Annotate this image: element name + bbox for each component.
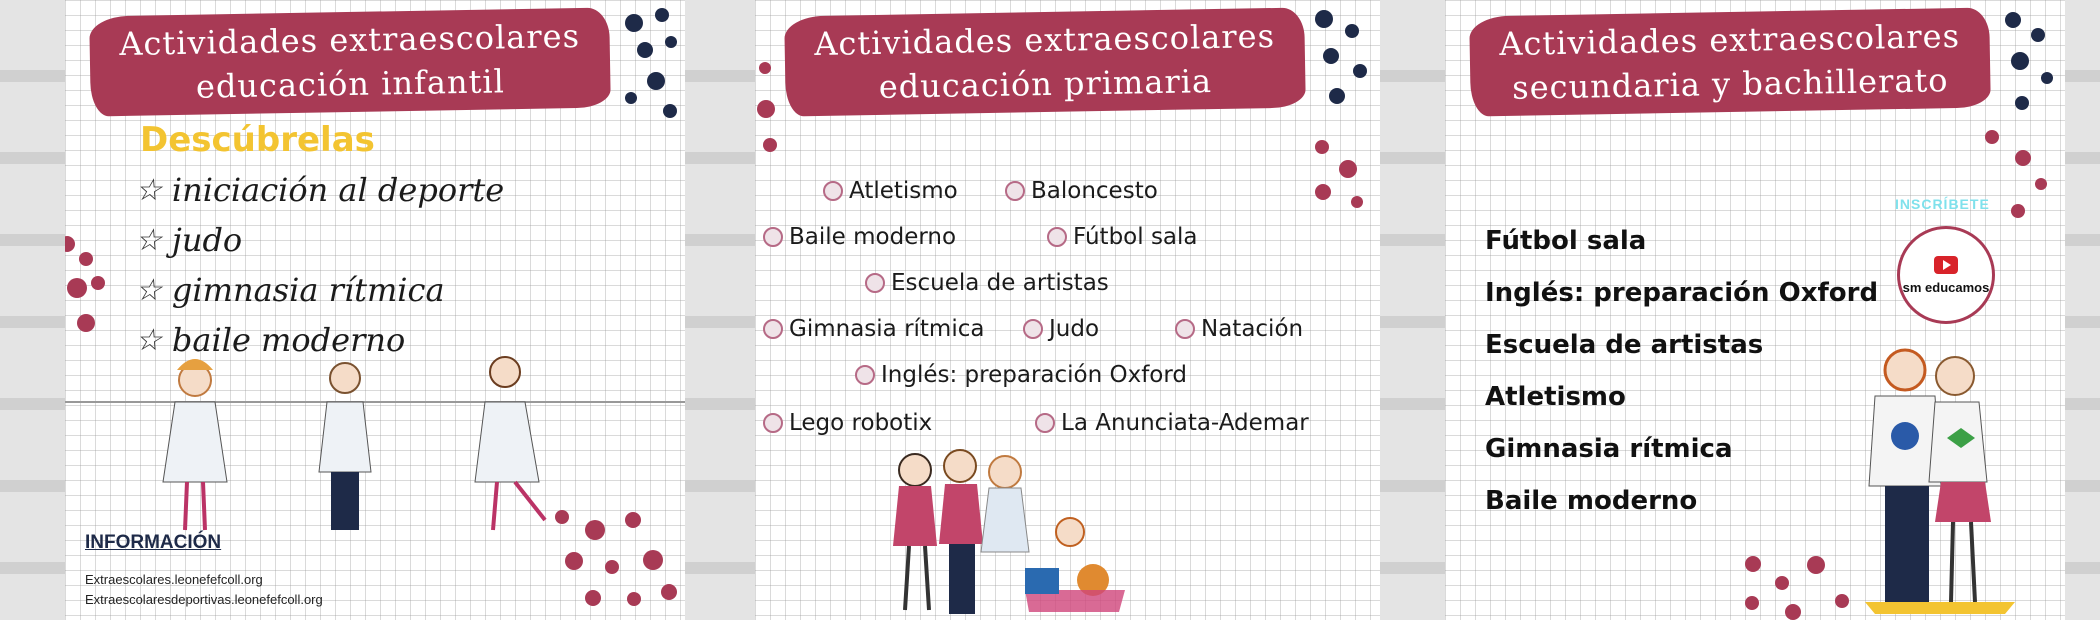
activity-label: Natación (1201, 316, 1304, 342)
info-link-extraescolares[interactable]: Extraescolares.leonefefcoll.org (85, 572, 263, 587)
decor-dot (79, 252, 93, 266)
radio-circle-icon (1047, 227, 1067, 247)
activity-label: judo (171, 221, 243, 259)
banner-title-line1: Actividades extraescolares (1498, 16, 1961, 64)
logo-text: sm educamos (1902, 279, 1990, 295)
list-item (135, 165, 504, 215)
activity-option[interactable] (1005, 178, 1158, 204)
decor-dot (1315, 10, 1333, 28)
decor-dot (625, 92, 637, 104)
activity-option[interactable] (855, 362, 1187, 388)
radio-circle-icon (763, 227, 783, 247)
activity-label: Atletismo (849, 178, 958, 204)
activity-label: iniciación al deporte (171, 171, 505, 209)
decor-dot (627, 592, 641, 606)
list-item: Escuela de artistas (1485, 330, 1764, 360)
activity-label: Baile moderno (789, 224, 957, 250)
list-item: Fútbol sala (1485, 226, 1647, 256)
panel-secundaria (1445, 0, 2065, 620)
decor-dot (2011, 52, 2029, 70)
list-item: Atletismo (1485, 382, 1626, 412)
banner-title-line1: Actividades extraescolares (118, 16, 581, 64)
banner-title-line2: educación primaria (878, 62, 1213, 106)
decor-dot (2015, 150, 2031, 166)
decor-dot (1785, 604, 1801, 620)
decor-dot (2035, 178, 2047, 190)
decor-dot (1315, 140, 1329, 154)
decor-dot (1775, 576, 1789, 590)
decor-dot (1339, 160, 1357, 178)
decor-dot (647, 72, 665, 90)
decor-dot (565, 552, 583, 570)
info-heading: INFORMACIÓN (85, 532, 222, 553)
list-item: Inglés: preparación Oxford (1485, 278, 1879, 308)
decor-dot (91, 276, 105, 290)
decor-dot (65, 236, 75, 252)
banner-secundaria (1469, 7, 1991, 116)
activity-option[interactable] (763, 410, 932, 436)
radio-circle-icon (1175, 319, 1195, 339)
decor-dot (2015, 96, 2029, 110)
banner-title-line1: Actividades extraescolares (813, 16, 1276, 64)
decor-dot (655, 8, 669, 22)
decor-dot (585, 590, 601, 606)
activity-label: Escuela de artistas (891, 270, 1109, 296)
radio-circle-icon (1023, 319, 1043, 339)
decor-dot (1323, 48, 1339, 64)
star-outline-icon: ☆ (135, 222, 162, 258)
banner-title-line2: educación infantil (195, 62, 506, 106)
play-icon (1934, 256, 1958, 274)
decor-dot (2011, 204, 2025, 218)
decor-dot (67, 278, 87, 298)
decor-dot (2041, 72, 2053, 84)
list-item: Gimnasia rítmica (1485, 434, 1733, 464)
activity-option[interactable] (1175, 316, 1303, 342)
decor-dot (1745, 556, 1761, 572)
banner-primaria (784, 7, 1306, 116)
decor-dot (1329, 88, 1345, 104)
banner-infantil (89, 7, 611, 116)
decor-dot (1745, 596, 1759, 610)
activity-option[interactable] (1035, 410, 1309, 436)
star-outline-icon: ☆ (135, 172, 162, 208)
activity-option[interactable] (763, 316, 984, 342)
decor-dot (1315, 184, 1331, 200)
radio-circle-icon (763, 413, 783, 433)
decor-dot (1345, 24, 1359, 38)
radio-circle-icon (865, 273, 885, 293)
decor-dot (77, 314, 95, 332)
banner-title-line2: secundaria y bachillerato (1511, 61, 1949, 107)
activity-label: Lego robotix (789, 410, 933, 436)
decor-dot (643, 550, 663, 570)
decor-dot (663, 104, 677, 118)
decor-dot (1985, 130, 1999, 144)
activity-list-secundaria (1485, 215, 1878, 527)
star-outline-icon: ☆ (135, 322, 162, 358)
decor-dot (759, 62, 771, 74)
radio-circle-icon (1035, 413, 1055, 433)
activity-option[interactable] (823, 178, 958, 204)
decor-dot (661, 584, 677, 600)
list-item (135, 215, 504, 265)
activity-label: Inglés: preparación Oxford (881, 362, 1188, 388)
children-illustration (65, 350, 685, 540)
activity-label: La Anunciata-Ademar (1061, 410, 1309, 436)
decor-dot (757, 100, 775, 118)
activity-label: baile moderno (171, 321, 406, 359)
panel-primaria (755, 0, 1380, 620)
decor-dot (625, 14, 643, 32)
activity-option[interactable] (865, 270, 1109, 296)
activity-option[interactable] (1023, 316, 1099, 342)
sm-educamos-logo[interactable] (1897, 226, 1995, 324)
decor-dot (665, 36, 677, 48)
activity-label: Fútbol sala (1073, 224, 1198, 250)
radio-circle-icon (823, 181, 843, 201)
star-outline-icon: ☆ (135, 272, 162, 308)
activity-label: Judo (1049, 316, 1100, 342)
activity-list-infantil (135, 165, 504, 365)
discover-heading: Descúbrelas (140, 120, 375, 160)
radio-circle-icon (855, 365, 875, 385)
decor-dot (1351, 196, 1363, 208)
radio-circle-icon (1005, 181, 1025, 201)
binder-spine-middle-1 (685, 0, 755, 620)
binder-spine-right (2065, 0, 2100, 620)
binder-spine-middle-2 (1380, 0, 1445, 620)
decor-dot (763, 138, 777, 152)
decor-dot (605, 560, 619, 574)
activity-option[interactable] (763, 224, 956, 250)
subscribe-link[interactable]: INSCRÍBETE (1895, 196, 1990, 212)
decor-dot (1353, 64, 1367, 78)
decor-dot (1807, 556, 1825, 574)
panel-infantil (65, 0, 685, 620)
list-item (135, 265, 504, 315)
decor-dot (637, 42, 653, 58)
children-group-illustration (875, 440, 1135, 620)
decor-dot (2031, 28, 2045, 42)
radio-circle-icon (763, 319, 783, 339)
teenagers-illustration (1845, 340, 2025, 620)
info-link-deportivas[interactable]: Extraescolaresdeportivas.leonefefcoll.org (85, 592, 323, 607)
activity-label: Baloncesto (1031, 178, 1158, 204)
activity-label: Gimnasia rítmica (789, 316, 985, 342)
activity-option[interactable] (1047, 224, 1198, 250)
activity-label: gimnasia rítmica (171, 271, 445, 309)
decor-dot (2005, 12, 2021, 28)
list-item: Baile moderno (1485, 486, 1698, 516)
binder-spine-left (0, 0, 65, 620)
